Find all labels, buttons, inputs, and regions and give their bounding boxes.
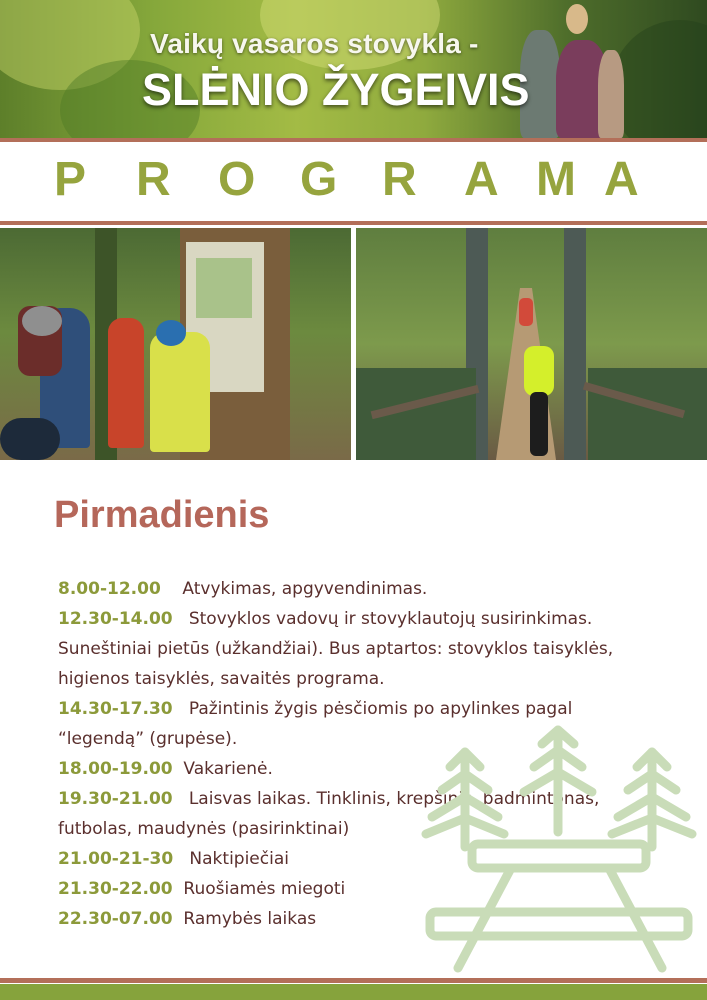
schedule-text: Laisvas laikas. Tinklinis, krepšinis, badmintonas, xyxy=(188,789,600,809)
child-figure-vest xyxy=(150,332,210,452)
schedule-line xyxy=(58,634,698,664)
footer-bar xyxy=(0,984,707,1000)
child-figure xyxy=(108,318,144,448)
schedule-text: Atvykimas, apgyvendinimas. xyxy=(182,579,428,599)
program-heading xyxy=(0,146,707,220)
schedule-time: 21.00-21-30 xyxy=(58,849,174,869)
schedule-text: Ramybės laikas xyxy=(183,909,317,929)
camp-title: SLĖNIO ŽYGEIVIS xyxy=(142,64,530,115)
day-title: Pirmadienis xyxy=(54,494,270,536)
heading-letter: R xyxy=(136,153,171,206)
picnic-table-icon xyxy=(430,844,688,968)
bicycle xyxy=(530,392,548,456)
schedule-text: Suneštiniai pietūs (užkandžiai). Bus aptartos: stovyklos taisyklės, xyxy=(58,639,614,659)
schedule-text: Ruošiamės miegoti xyxy=(183,879,346,899)
pine-tree-icon xyxy=(426,752,504,847)
schedule-time: 22.30-07.00 xyxy=(58,909,173,929)
schedule-text: Naktipiečiai xyxy=(189,849,289,869)
pine-tree-icon xyxy=(612,752,692,847)
heading-letter: G xyxy=(300,153,338,206)
schedule-time: 18.00-19.00 xyxy=(58,759,173,779)
footer-divider xyxy=(0,978,707,983)
helmet xyxy=(156,320,186,346)
schedule-text: higienos taisyklės, savaitės programa. xyxy=(58,669,385,689)
map-drawing xyxy=(196,258,252,318)
photo-map-board xyxy=(0,228,351,460)
schedule-time: 12.30-14.00 xyxy=(58,609,173,629)
heading-divider xyxy=(0,221,707,225)
heading-letter: M xyxy=(536,153,576,206)
schedule-line xyxy=(58,664,698,694)
heading-letter: P xyxy=(54,153,87,206)
schedule-text: futbolas, maudynės (pasirinktinai) xyxy=(58,819,350,839)
heading-letter: O xyxy=(218,153,256,206)
photo-bridge xyxy=(356,228,707,460)
heading-letter: A xyxy=(604,153,639,206)
picnic-table-and-trees-icon xyxy=(420,722,700,977)
cyclist-figure xyxy=(519,298,533,326)
bedroll xyxy=(22,306,62,336)
camp-subtitle: Vaikų vasaros stovykla - xyxy=(150,28,479,59)
schedule-text: Vakarienė. xyxy=(183,759,273,779)
schedule-time: 8.00-12.00 xyxy=(58,579,161,599)
heading-letter: R xyxy=(382,153,417,206)
pine-tree-icon xyxy=(524,730,592,832)
header-banner xyxy=(0,0,707,138)
schedule-line xyxy=(58,604,698,634)
schedule-text: Stovyklos vadovų ir stovyklautojų susirinkimas. xyxy=(188,609,593,629)
schedule-text: “legendą” (grupėse). xyxy=(58,729,238,749)
header-divider xyxy=(0,138,707,142)
cyclist-figure xyxy=(524,346,554,396)
bicycle xyxy=(0,418,60,460)
hiker-arm xyxy=(598,50,624,138)
schedule-line xyxy=(58,694,698,724)
bridge-tower xyxy=(564,228,586,460)
heading-letter: A xyxy=(464,153,499,206)
hiker-head xyxy=(566,4,588,34)
schedule-text: Pažintinis žygis pėsčiomis po apylinkes pagal xyxy=(188,699,573,719)
schedule-time: 21.30-22.00 xyxy=(58,879,173,899)
schedule-line xyxy=(58,574,698,604)
river-bank xyxy=(588,368,707,460)
schedule-time: 19.30-21.00 xyxy=(58,789,173,809)
schedule-time: 14.30-17.30 xyxy=(58,699,173,719)
banner-foliage xyxy=(610,20,707,138)
